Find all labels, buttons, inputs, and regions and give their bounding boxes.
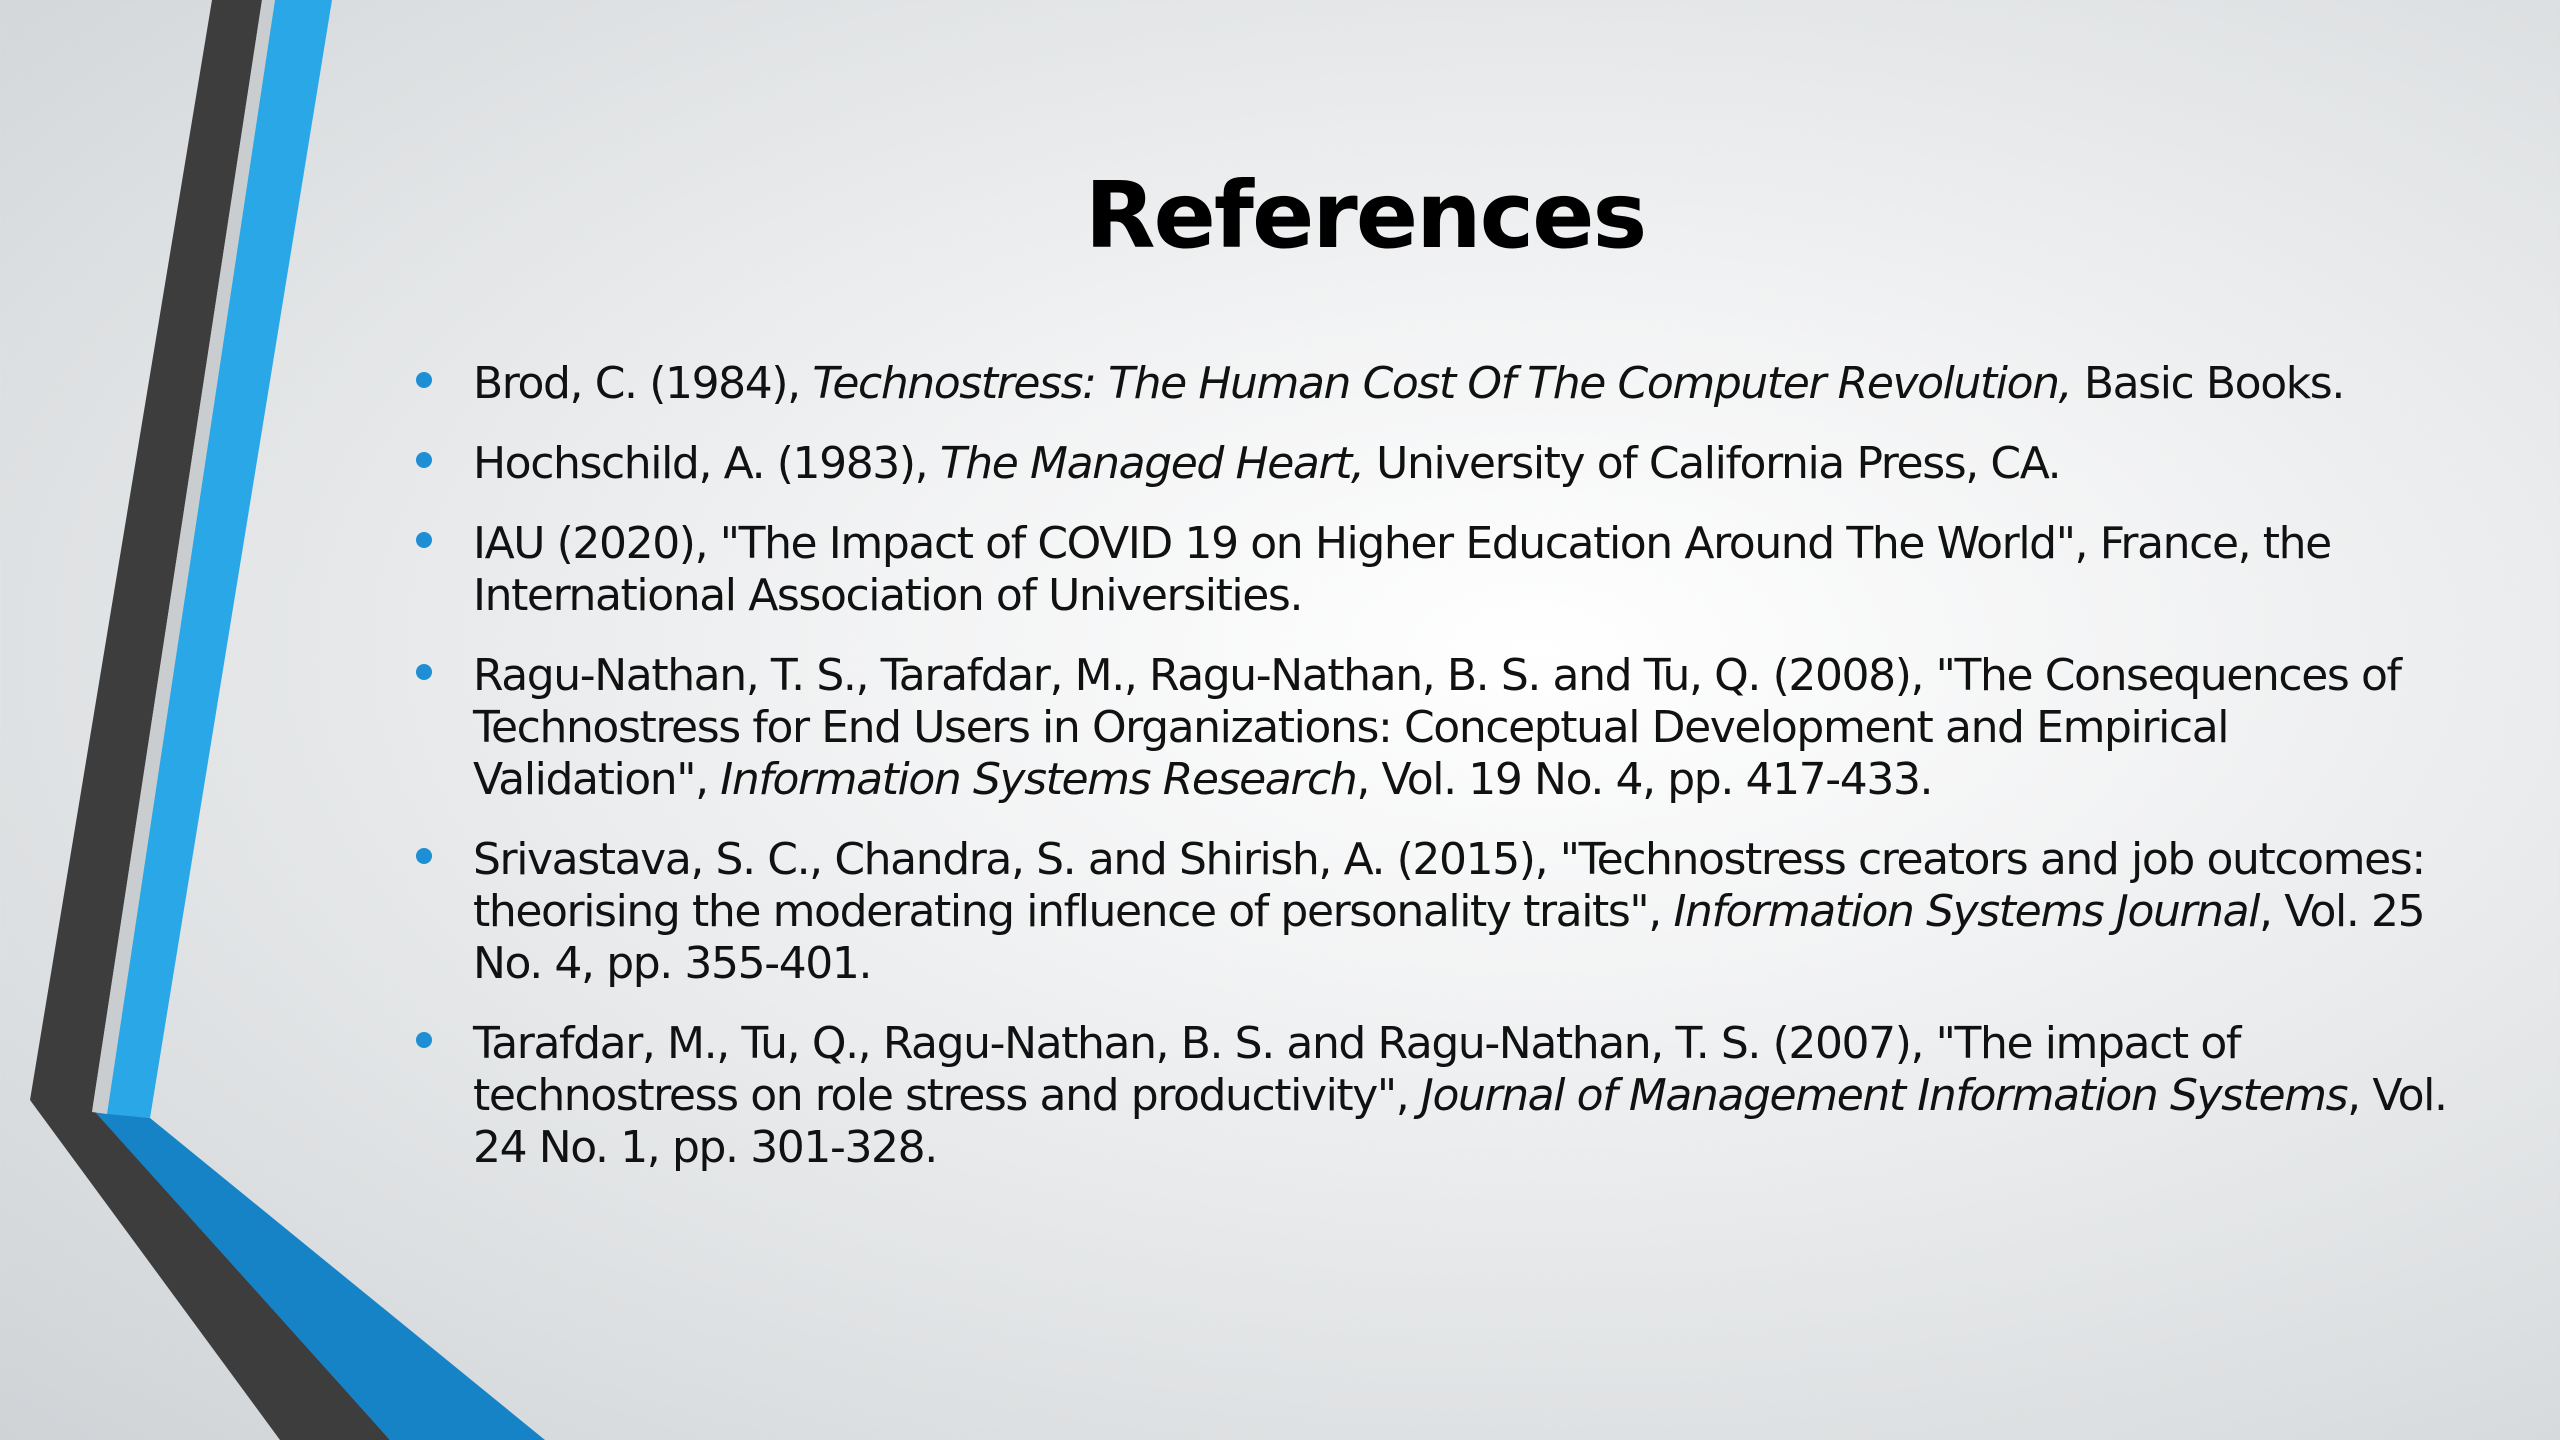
reference-item xyxy=(410,834,2470,990)
reference-item xyxy=(410,438,2470,490)
reference-item xyxy=(410,1018,2470,1174)
reference-journal: Journal of Management Information Systems xyxy=(1420,1070,2348,1121)
reference-title: The Managed Heart, xyxy=(939,438,1364,489)
bullet-icon xyxy=(416,664,432,680)
reference-text: Hochschild, A. (1983), xyxy=(473,438,940,489)
reference-journal: Information Systems Journal xyxy=(1673,886,2260,937)
reference-text: IAU (2020), "The Impact of COVID 19 on Higher Education Around The World", France, the International Association of Universities. xyxy=(473,518,2331,621)
reference-volume: , Vol. 19 No. 4, pp. 417-433. xyxy=(1356,754,1933,805)
bullet-icon xyxy=(416,452,432,468)
reference-item xyxy=(410,518,2470,622)
bullet-icon xyxy=(416,532,432,548)
reference-journal: Information Systems Research xyxy=(720,754,1357,805)
reference-text: Tarafdar, M., Tu, Q., Ragu-Nathan, B. S. and Ragu-Nathan, T. S. (2007), "The impact of technostress on role stress and productivity", xyxy=(473,1018,2240,1121)
reference-publisher: Basic Books. xyxy=(2071,358,2344,409)
reference-item xyxy=(410,358,2470,410)
reference-item xyxy=(410,650,2470,806)
reference-text: Srivastava, S. C., Chandra, S. and Shirish, A. (2015), "Technostress creators and job outcomes: theorising the moderating influence of personality traits", xyxy=(473,834,2425,937)
reference-title: Technostress: The Human Cost Of The Computer Revolution, xyxy=(812,358,2072,409)
bullet-icon xyxy=(416,1032,432,1048)
reference-volume: , Vol. 24 No. 1, pp. 301-328. xyxy=(473,1070,2447,1173)
references-list xyxy=(410,358,2470,1202)
bullet-icon xyxy=(416,372,432,388)
reference-publisher: University of California Press, CA. xyxy=(1363,438,2061,489)
bullet-icon xyxy=(416,848,432,864)
reference-text: Brod, C. (1984), xyxy=(473,358,813,409)
slide-title: References xyxy=(1084,162,1646,269)
reference-text: Ragu-Nathan, T. S., Tarafdar, M., Ragu-Nathan, B. S. and Tu, Q. (2008), "The Consequences of Technostress for End Users in Organizations: Conceptual Development and Empirical Validation", xyxy=(473,650,2401,805)
reference-volume: , Vol. 25 No. 4, pp. 355-401. xyxy=(473,886,2425,989)
